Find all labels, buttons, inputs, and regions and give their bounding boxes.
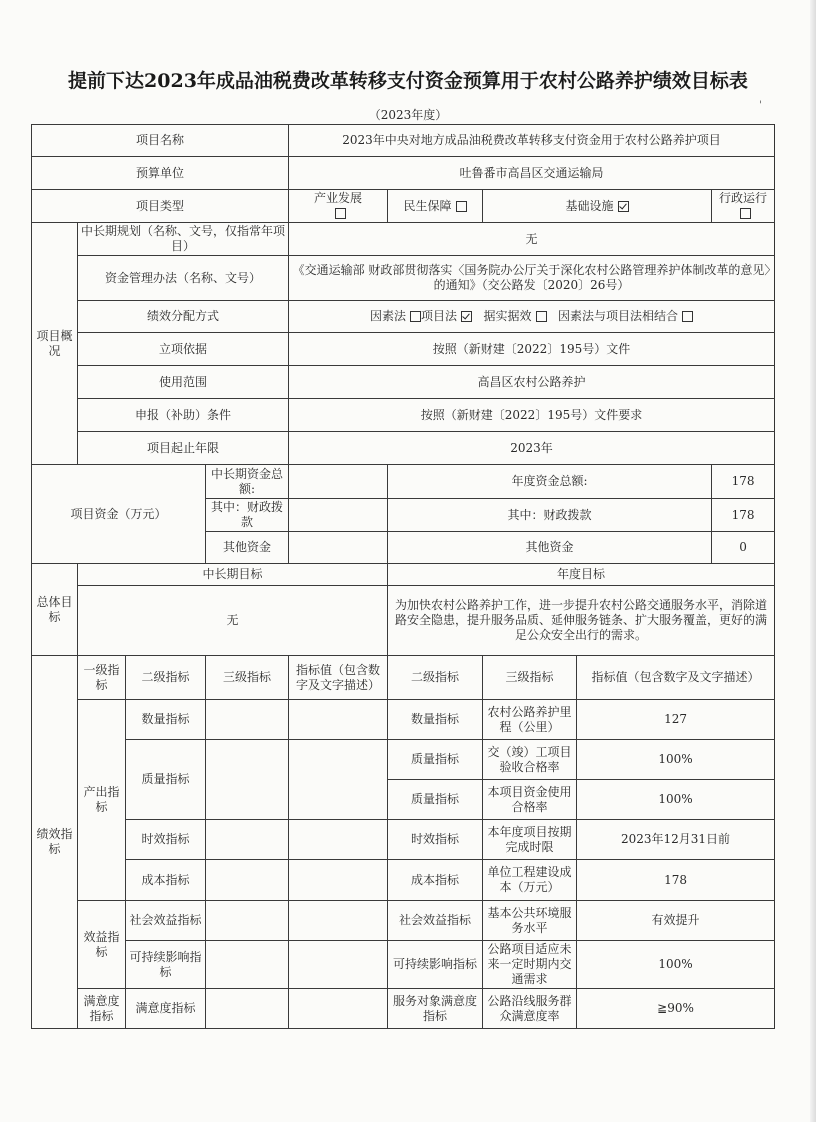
annual-level3: 交（竣）工项目验收合格率 [483,740,577,780]
mid-level3 [206,989,289,1029]
group-benefit: 效益指标 [78,901,126,989]
row-funds-total [32,465,775,499]
funds-mid-other-label: 其他资金 [206,532,289,564]
annual-level2: 服务对象满意度指标 [388,989,483,1029]
mid-level2: 质量指标 [126,740,206,820]
overview-value-fund-rules: 《交通运输部 财政部贯彻落实〈国务院办公厅关于深化农村公路管理养护体制改革的意见〉的通知》（交公路发〔2020〕26号） [289,256,775,301]
mid-level3 [206,860,289,901]
mid-value [289,820,388,860]
type-option-industry [289,190,388,223]
overview-label-conditions: 申报（补助）条件 [78,399,289,432]
row-goals-content [32,586,775,656]
row-overview-plan [32,223,775,256]
project-type-label: 项目类型 [32,190,289,223]
row-overview-allocation [32,301,775,333]
funds-annual-other-value: 0 [712,532,775,564]
overview-label-scope: 使用范围 [78,366,289,399]
annual-level2: 质量指标 [388,780,483,820]
mid-value [289,700,388,740]
checkbox-industry [335,208,346,219]
overview-value-allocation [289,301,775,333]
type-label-industry: 产业发展 [314,191,363,205]
method-label-project: 项目法 [421,309,458,323]
row-indicator-headers [32,656,775,700]
mid-value [289,941,388,989]
annual-level2: 质量指标 [388,740,483,780]
goals-mid-value: 无 [78,586,388,656]
funds-mid-fiscal-value [289,499,388,532]
indicator-row [32,989,775,1029]
funds-annual-total-label: 年度资金总额: [388,465,712,499]
annual-value: 2023年12月31日前 [577,820,775,860]
row-budget-unit [32,157,775,190]
header-level2: 二级指标 [126,656,206,700]
checkbox-infrastructure-checked [618,201,629,212]
budget-unit-label: 预算单位 [32,157,289,190]
annual-level3: 本项目资金使用合格率 [483,780,577,820]
indicator-row [32,700,775,740]
checkbox-livelihood [456,201,467,212]
group-satisfaction: 满意度指标 [78,989,126,1029]
annual-value: 100% [577,941,775,989]
project-name-label: 项目名称 [32,125,289,157]
budget-unit-value: 吐鲁番市高昌区交通运输局 [289,157,775,190]
annual-level3: 单位工程建设成本（万元） [483,860,577,901]
performance-target-table [31,124,775,1029]
type-label-livelihood: 民生保障 [403,198,452,213]
group-output: 产出指标 [78,700,126,901]
funds-mid-total-value [289,465,388,499]
goals-section-label: 总体目标 [32,564,78,656]
annual-level3: 基本公共环境服务水平 [483,901,577,941]
goals-annual-value: 为加快农村公路养护工作，进一步提升农村公路交通服务水平，消除道路安全隐患，提升服务品质、延伸服务链条、扩大服务覆盖，更好的满足公众安全出行的需求。 [388,586,775,656]
goals-mid-header: 中长期目标 [78,564,388,586]
mid-level3 [206,820,289,860]
header-level1: 一级指标 [78,656,126,700]
indicator-row [32,740,775,780]
overview-label-plan: 中长期规划（名称、文号，仅指常年项目） [78,223,289,256]
row-project-name [32,125,775,157]
mid-level3 [206,740,289,820]
mid-value [289,989,388,1029]
header-level3: 三级指标 [206,656,289,700]
annual-value: 100% [577,780,775,820]
checkbox-actual [536,311,547,322]
mid-level2: 成本指标 [126,860,206,901]
mid-value [289,860,388,901]
stray-mark: ' [759,100,762,111]
mid-level2: 可持续影响指标 [126,941,206,989]
funds-annual-fiscal-value: 178 [712,499,775,532]
type-option-administration [712,190,775,223]
project-name-value: 2023年中央对地方成品油税费改革转移支付资金用于农村公路养护项目 [289,125,775,157]
overview-label-fund-rules: 资金管理办法（名称、文号） [78,256,289,301]
header-annual-level2: 二级指标 [388,656,483,700]
row-overview-conditions [32,399,775,432]
funds-annual-other-label: 其他资金 [388,532,712,564]
mid-level2: 数量指标 [126,700,206,740]
overview-value-period: 2023年 [289,432,775,465]
annual-value: 178 [577,860,775,901]
overview-section-label: 项目概况 [32,223,78,465]
mid-value [289,901,388,941]
row-overview-period [32,432,775,465]
mid-level2: 时效指标 [126,820,206,860]
mid-level3 [206,901,289,941]
method-label-actual: 据实据效 [483,309,532,323]
annual-value: 有效提升 [577,901,775,941]
row-overview-scope [32,366,775,399]
annual-level2: 可持续影响指标 [388,941,483,989]
mid-level3 [206,700,289,740]
checkbox-administration [740,208,751,219]
indicators-section-label: 绩效指标 [32,656,78,1029]
type-option-infrastructure [483,190,712,223]
indicator-row [32,820,775,860]
header-annual-value: 指标值（包含数字及文字描述） [577,656,775,700]
mid-level2: 满意度指标 [126,989,206,1029]
annual-level2: 社会效益指标 [388,901,483,941]
indicator-row [32,901,775,941]
type-option-livelihood [388,190,483,223]
annual-level2: 成本指标 [388,860,483,901]
indicator-row [32,941,775,989]
funds-mid-total-label: 中长期资金总额: [206,465,289,499]
annual-value: ≧90% [577,989,775,1029]
annual-level3: 农村公路养护里程（公里） [483,700,577,740]
funds-annual-fiscal-label: 其中：财政拨款 [388,499,712,532]
indicator-row [32,860,775,901]
funds-section-label: 项目资金（万元） [32,465,206,564]
goals-annual-header: 年度目标 [388,564,775,586]
row-overview-basis [32,333,775,366]
annual-level3: 公路沿线服务群众满意度率 [483,989,577,1029]
annual-level2: 数量指标 [388,700,483,740]
method-label-combined: 因素法与项目法相结合 [557,309,678,323]
overview-label-allocation: 绩效分配方式 [78,301,289,333]
overview-value-plan: 无 [289,223,775,256]
type-label-administration: 行政运行 [719,191,768,205]
funds-annual-total-value: 178 [712,465,775,499]
mid-level2: 社会效益指标 [126,901,206,941]
annual-value: 100% [577,740,775,780]
header-value: 指标值（包含数字及文字描述） [289,656,388,700]
annual-level2: 时效指标 [388,820,483,860]
overview-value-scope: 高昌区农村公路养护 [289,366,775,399]
checkbox-project-checked [461,311,472,322]
row-goals-header [32,564,775,586]
overview-value-conditions: 按照（新财建〔2022〕195号）文件要求 [289,399,775,432]
scan-edge [810,0,816,1122]
funds-mid-fiscal-label: 其中：财政拨款 [206,499,289,532]
annual-level3: 本年度项目按期完成时限 [483,820,577,860]
document-title: 提前下达2023年成品油税费改革转移支付资金预算用于农村公路养护绩效目标表 [68,70,748,92]
year-label: （2023年度） [368,108,448,122]
overview-label-basis: 立项依据 [78,333,289,366]
row-project-type [32,190,775,223]
method-label-factor: 因素法 [370,309,407,323]
mid-value [289,740,388,820]
mid-level3 [206,941,289,989]
annual-value: 127 [577,700,775,740]
overview-value-basis: 按照（新财建〔2022〕195号）文件 [289,333,775,366]
checkbox-factor [410,311,421,322]
type-label-infrastructure: 基础设施 [565,198,614,213]
row-overview-fund-rules [32,256,775,301]
funds-mid-other-value [289,532,388,564]
annual-level3: 公路项目适应未来一定时期内交通需求 [483,941,577,989]
checkbox-combined [682,311,693,322]
header-annual-level3: 三级指标 [483,656,577,700]
overview-label-period: 项目起止年限 [78,432,289,465]
